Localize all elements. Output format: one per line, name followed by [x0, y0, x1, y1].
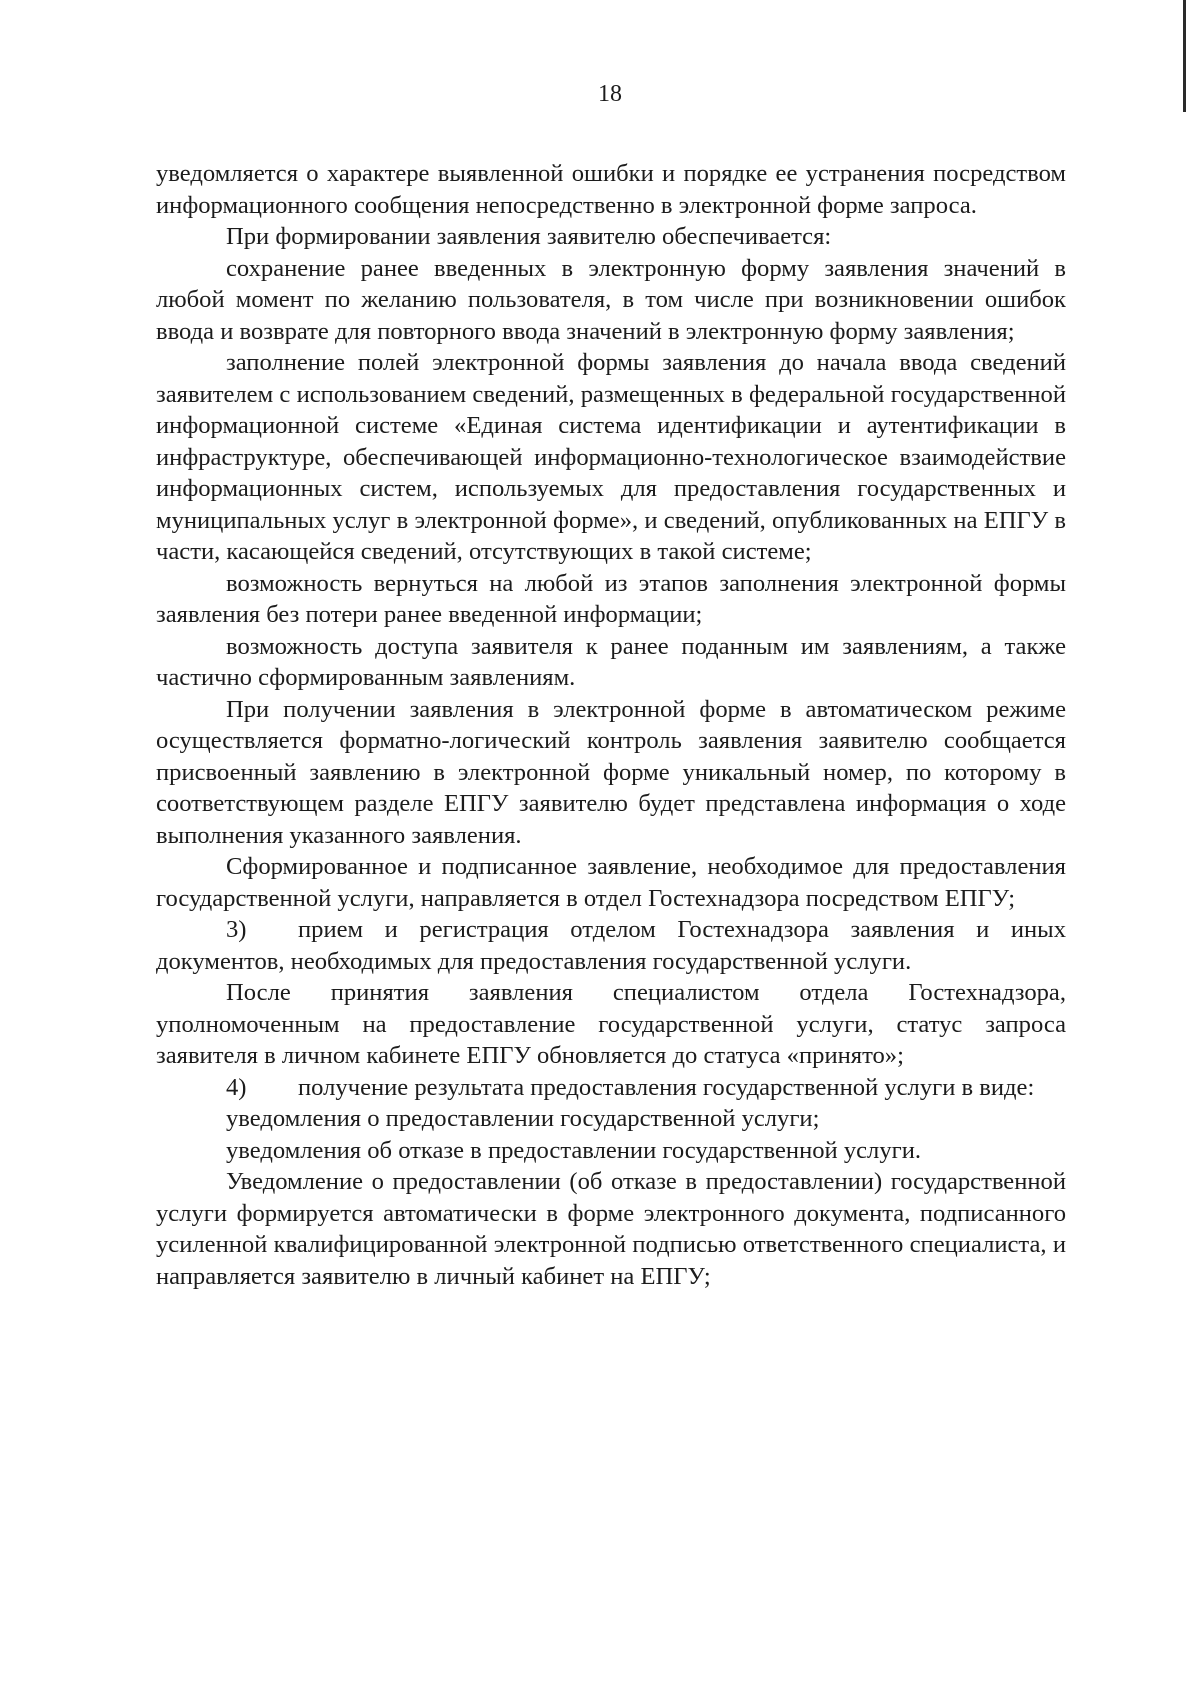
paragraph-1: уведомляется о характере выявленной ошибки и порядке ее устранения посредством информационного сообщения непосредственно в электронной форме запроса. [156, 160, 1066, 219]
paragraph-11: уведомления об отказе в предоставлении государственной услуги. [226, 1136, 922, 1164]
list-item-4 [156, 1072, 1066, 1104]
paragraph-5: возможность вернуться на любой из этапов заполнения электронной формы заявления без потери ранее введенной информации; [156, 569, 1066, 628]
list-item-4-number: 4) [226, 1073, 247, 1101]
paragraph-12: Уведомление о предоставлении (об отказе в предоставлении) государственной услуги формируется автоматически в форме электронного документа, подписанного усиленной квалифицированной электронной подписью ответственного специалиста, и направляется заявителю в личный кабинет на ЕПГУ; [156, 1168, 1066, 1290]
paragraph-6: возможность доступа заявителя к ранее поданным им заявлениям, а также частично сформированным заявлениям. [156, 632, 1066, 691]
document-body [156, 158, 1066, 1292]
paragraph-7: При получении заявления в электронной форме в автоматическом режиме осуществляется форматно-логический контроль заявления заявителю сообщается присвоенный заявлению в электронной форме уникальный номер, по которому в соответствующем разделе ЕПГУ заявителю будет представлена информация о ходе выполнения указанного заявления. [156, 695, 1066, 849]
paragraph-10: уведомления о предоставлении государственной услуги; [226, 1105, 820, 1132]
list-item-3 [156, 914, 1066, 977]
paragraph-2: При формировании заявления заявителю обеспечивается: [226, 223, 832, 250]
paragraph-3: сохранение ранее введенных в электронную форму заявления значений в любой момент по желанию пользователя, в том числе при возникновении ошибок ввода и возврате для повторного ввода значений в электронную форму заявления; [156, 254, 1066, 345]
list-item-4-text: получение результата предоставления государственной услуги в виде: [298, 1073, 1035, 1101]
page-number: 18 [598, 81, 622, 107]
list-item-3-text: прием и регистрация отделом Гостехнадзора заявления и иных документов, необходимых для предоставления государственной услуги. [156, 916, 1066, 975]
list-item-3-number: 3) [226, 916, 247, 943]
paragraph-9: После принятия заявления специалистом отдела Гостехнадзора, уполномоченным на предоставление государственной услуги, статус запроса заявителя в личном кабинете ЕПГУ обновляется до статуса «принято»; [156, 979, 1066, 1069]
paragraph-4: заполнение полей электронной формы заявления до начала ввода сведений заявителем с использованием сведений, размещенных в федеральной государственной информационной системе «Единая система идентификации и аутентификации в инфраструктуре, обеспечивающей информационно-технологическое взаимодействие информационных систем, используемых для предоставления государственных и муниципальных услуг в электронной форме», и сведений, опубликованных на ЕПГУ в части, касающейся сведений, отсутствующих в такой системе; [156, 349, 1066, 565]
paragraph-8: Сформированное и подписанное заявление, необходимое для предоставления государственной услуги, направляется в отдел Гостехнадзора посредством ЕПГУ; [156, 853, 1066, 912]
